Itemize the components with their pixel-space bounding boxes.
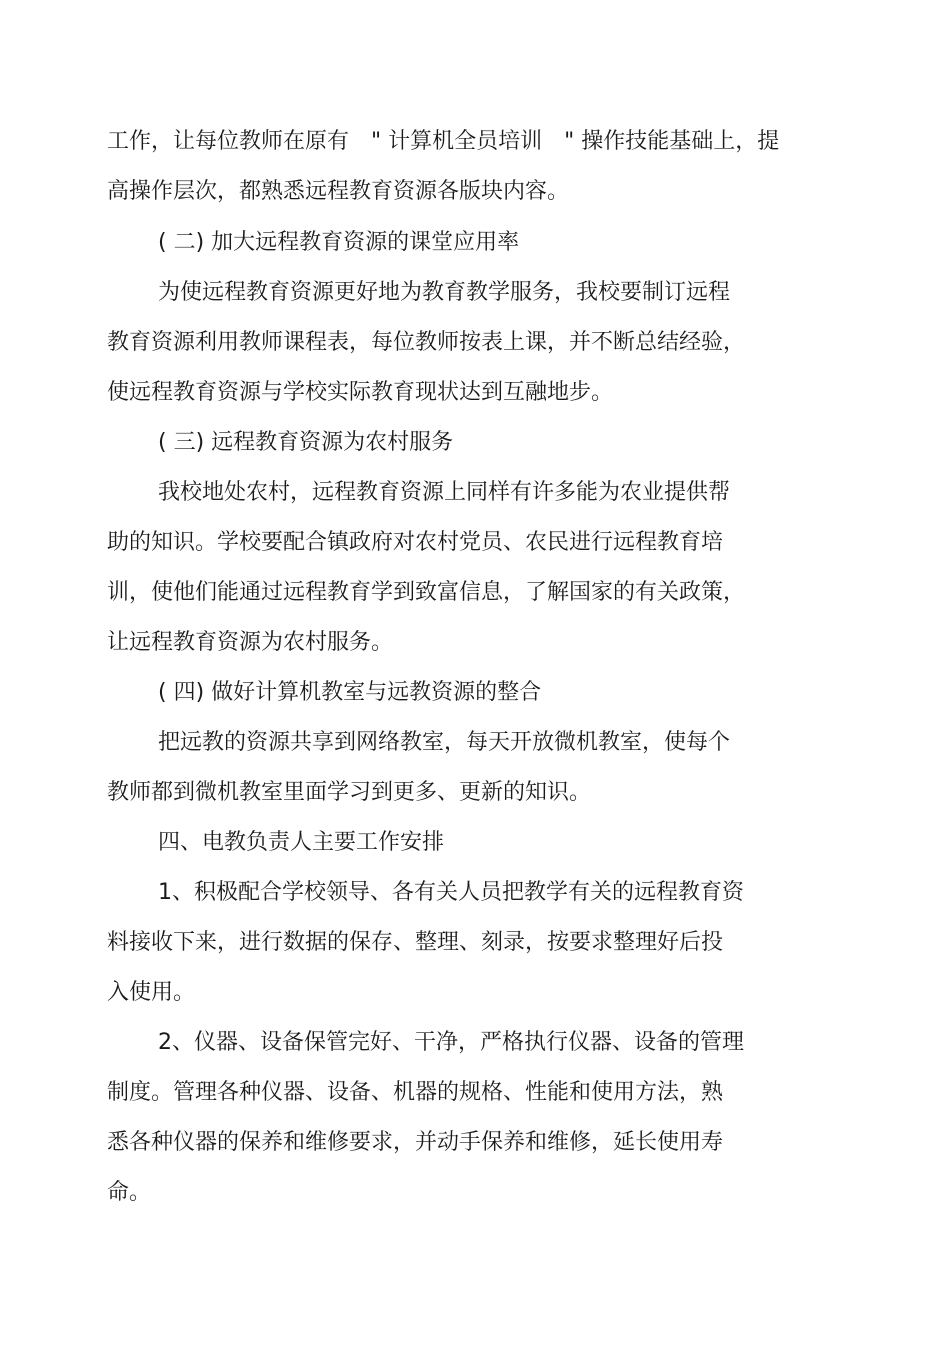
text-line: 2、仪器、设备保管完好、干净，严格执行仪器、设备的管理 [158, 1030, 744, 1055]
text-line: 为使远程教育资源更好地为教育教学服务，我校要制订远程 [158, 280, 731, 305]
text-line: 助的知识。学校要配合镇政府对农村党员、农民进行远程教育培 [107, 530, 724, 555]
text-line: 料接收下来，进行数据的保存、整理、刻录，按要求整理好后投 [107, 930, 724, 955]
text-line: 教师都到微机教室里面学习到更多、更新的知识。 [107, 780, 592, 805]
section-heading: ( 四) 做好计算机教室与远教资源的整合 [158, 680, 542, 705]
text-line: 训，使他们能通过远程教育学到致富信息，了解国家的有关政策， [107, 580, 746, 605]
section-heading: ( 三) 远程教育资源为农村服务 [158, 430, 454, 455]
text-line: 教育资源利用教师课程表，每位教师按表上课，并不断总结经验， [107, 330, 746, 355]
section-heading: ( 二) 加大远程教育资源的课堂应用率 [158, 230, 520, 255]
text-line: 工作，让每位教师在原有 " 计算机全员培训 " 操作技能基础上，提 [107, 129, 780, 154]
text-line: 1、积极配合学校领导、各有关人员把教学有关的远程教育资 [158, 880, 744, 905]
text-line: 把远教的资源共享到网络教室，每天开放微机教室，使每个 [158, 730, 731, 755]
text-line: 制度。管理各种仪器、设备、机器的规格、性能和使用方法，熟 [107, 1080, 724, 1105]
text-line: 悉各种仪器的保养和维修要求，并动手保养和维修，延长使用寿 [107, 1130, 724, 1155]
section-heading: 四、电教负责人主要工作安排 [158, 830, 445, 855]
text-line: 入使用。 [107, 980, 196, 1005]
text-line: 命。 [107, 1180, 152, 1205]
text-line: 让远程教育资源为农村服务。 [107, 630, 394, 655]
text-line: 高操作层次，都熟悉远程教育资源各版块内容。 [107, 179, 570, 204]
text-line: 我校地处农村，远程教育资源上同样有许多能为农业提供帮 [158, 480, 731, 505]
text-line: 使远程教育资源与学校实际教育现状达到互融地步。 [107, 380, 614, 405]
